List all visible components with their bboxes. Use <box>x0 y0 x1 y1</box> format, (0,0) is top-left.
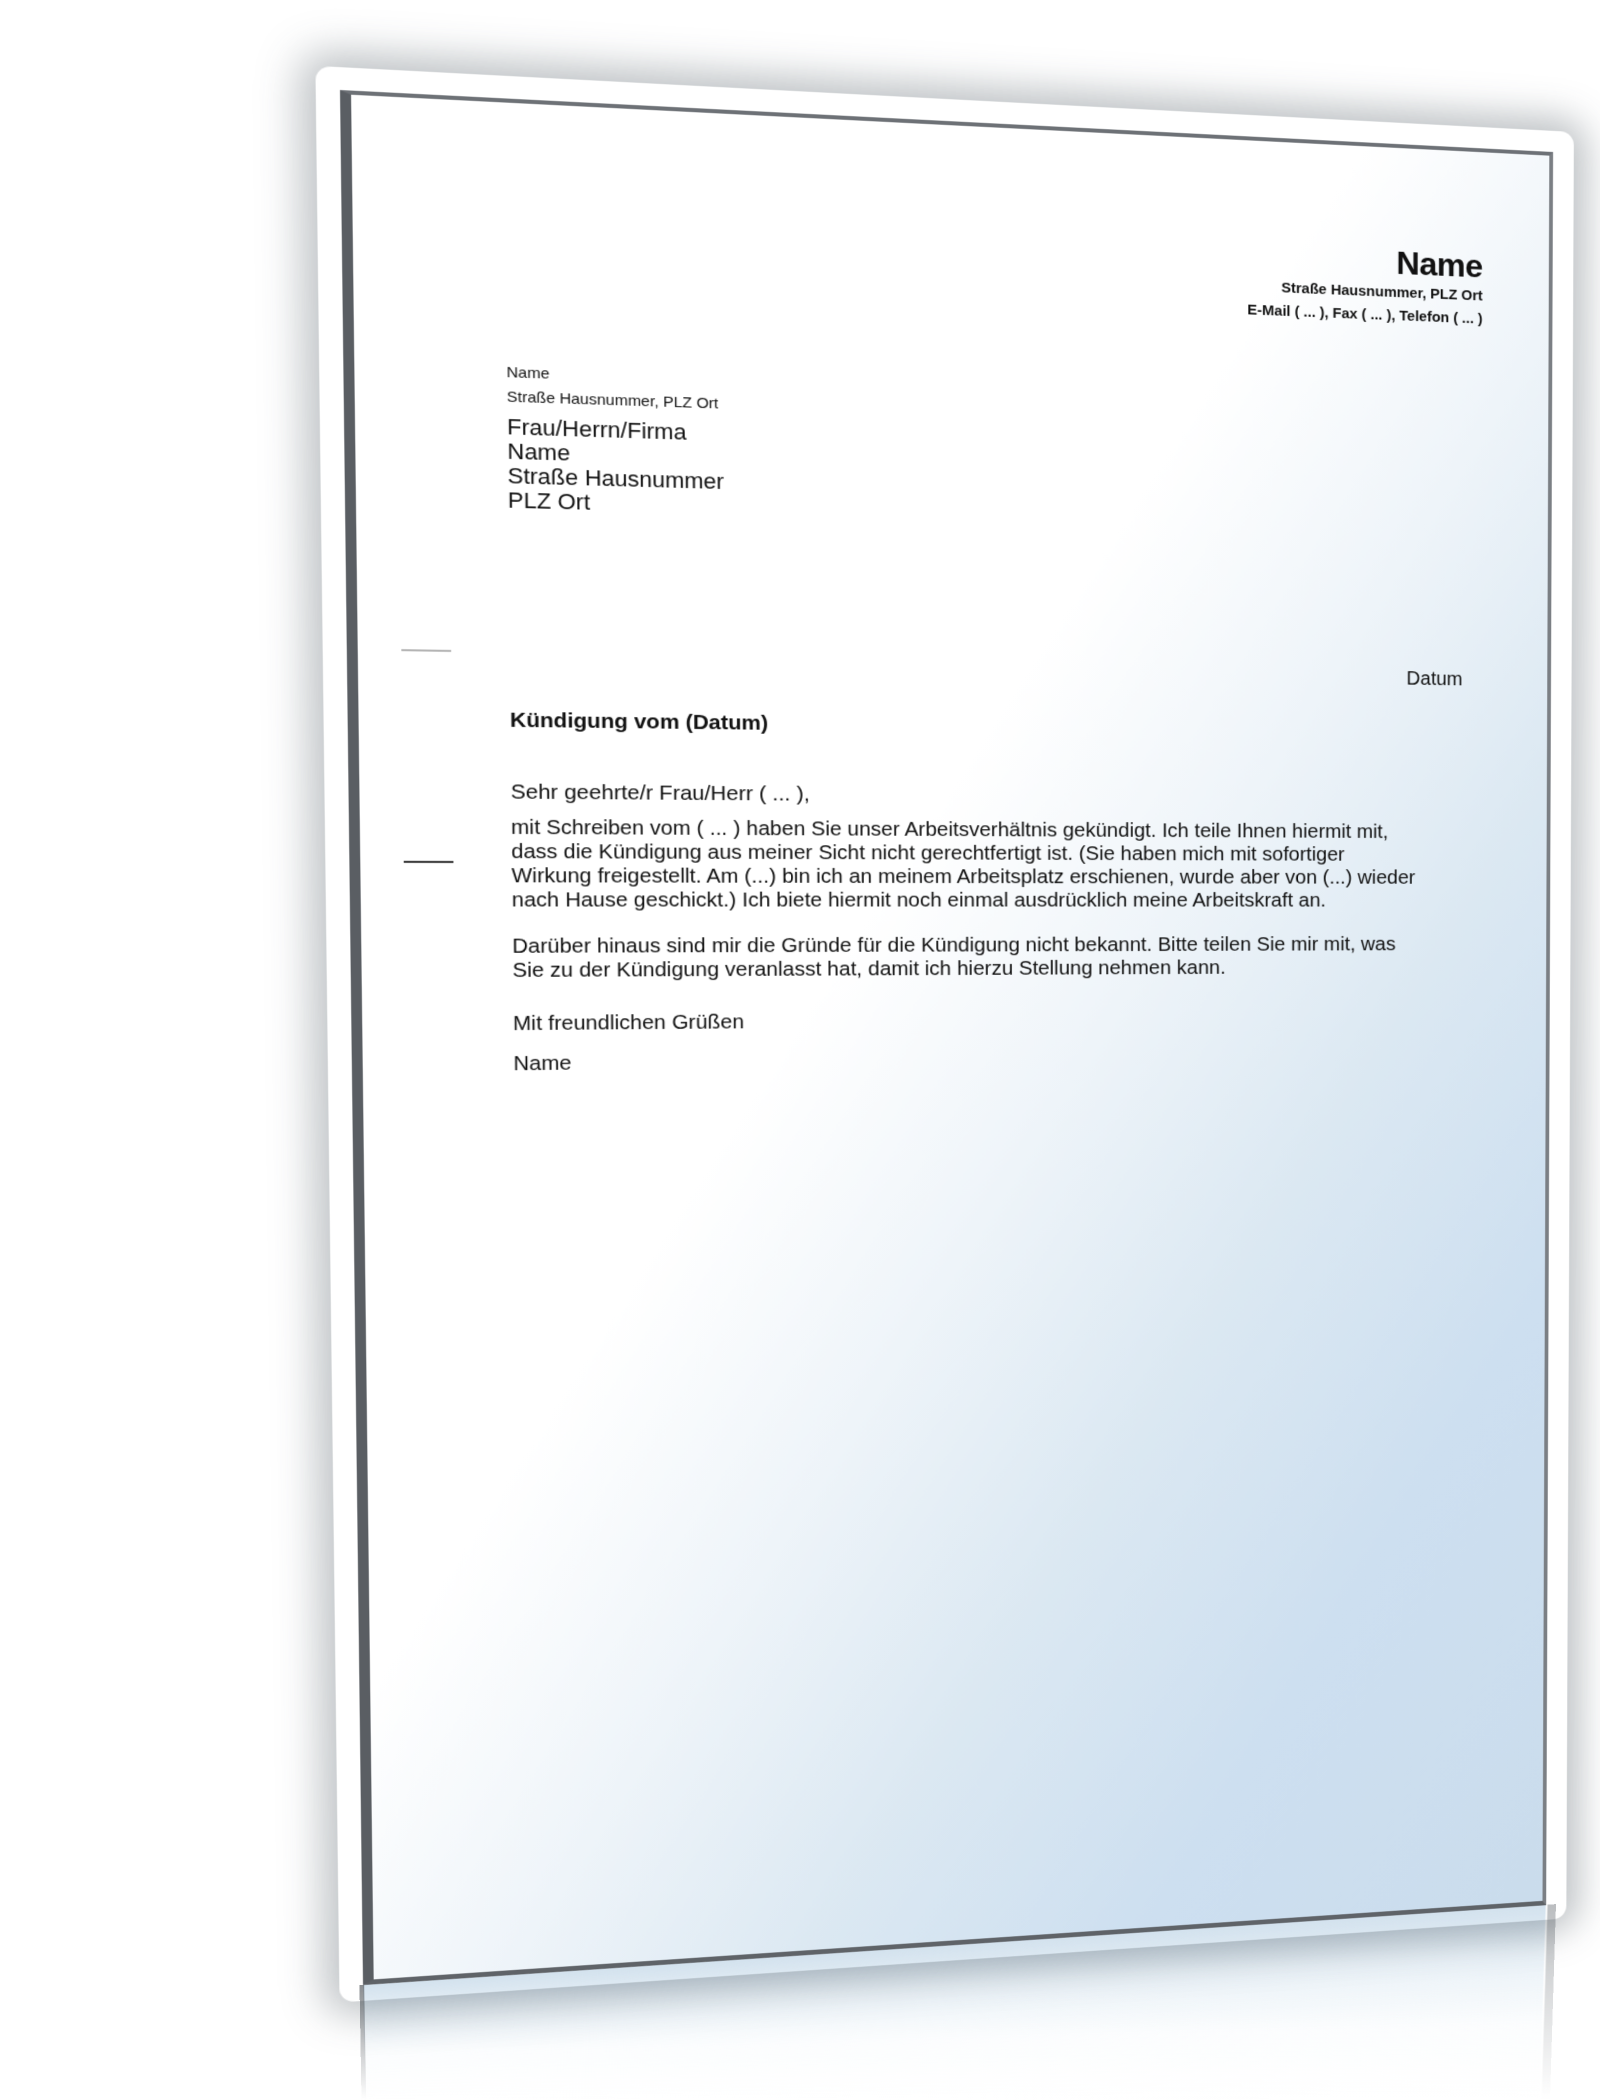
reflection-edge <box>359 1985 366 2100</box>
sender-contact: E-Mail ( ... ), Fax ( ... ), Telefon ( ... ) <box>1247 301 1483 328</box>
recipient-address <box>507 415 724 518</box>
body-paragraph: Darüber hinaus sind mir die Gründe für die Kündigung nicht bekannt. Bitte teilen Sie mir mit, was Sie zu der Kündigung veranlasst hat, damit ich hierzu Stellung nehmen kann. <box>512 933 1396 982</box>
salutation: Sehr geehrte/r Frau/Herr ( ... ), <box>510 780 810 806</box>
sender-address: Straße Hausnummer, PLZ Ort <box>1281 279 1483 305</box>
letter-date: Datum <box>1406 668 1463 691</box>
recipient-line: Straße Hausnummer <box>507 462 725 495</box>
sender-letterhead <box>1247 238 1482 331</box>
fold-mark <box>401 649 451 652</box>
closing: Mit freundlichen Grüßen <box>512 1010 745 1036</box>
letter-page <box>340 90 1553 1985</box>
recipient-line: Frau/Herrn/Firma <box>506 413 687 445</box>
return-address <box>506 361 718 417</box>
recipient-line: Name <box>507 438 571 466</box>
letter-body <box>511 816 1419 1005</box>
body-paragraph: mit Schreiben vom ( ... ) haben Sie unser Arbeitsverhältnis gekündigt. Ich teile Ihnen hiermit mit, dass die Kündigung aus meiner Sicht nicht gerechtfertigt ist. (Sie haben mich mit sofortiger Wirkung freigestellt. Am (...) bin ich an meinem Arbeitsplatz erschienen, wurde aber von (...) wieder nach Hause geschickt.) Ich biete hiermit noch einmal ausdrücklich meine Arbeitskraft an. <box>510 815 1416 912</box>
return-address-name: Name <box>506 363 550 383</box>
return-address-street: Straße Hausnummer, PLZ Ort <box>506 388 719 413</box>
reflection-edge <box>1542 1904 1556 2100</box>
signature-name: Name <box>513 1051 572 1076</box>
document-page-wrapper <box>340 90 1553 1985</box>
punch-mark <box>404 861 454 863</box>
sender-name: Name <box>1396 244 1483 286</box>
letter-subject: Kündigung vom (Datum) <box>509 708 769 735</box>
recipient-line: PLZ Ort <box>507 487 591 515</box>
